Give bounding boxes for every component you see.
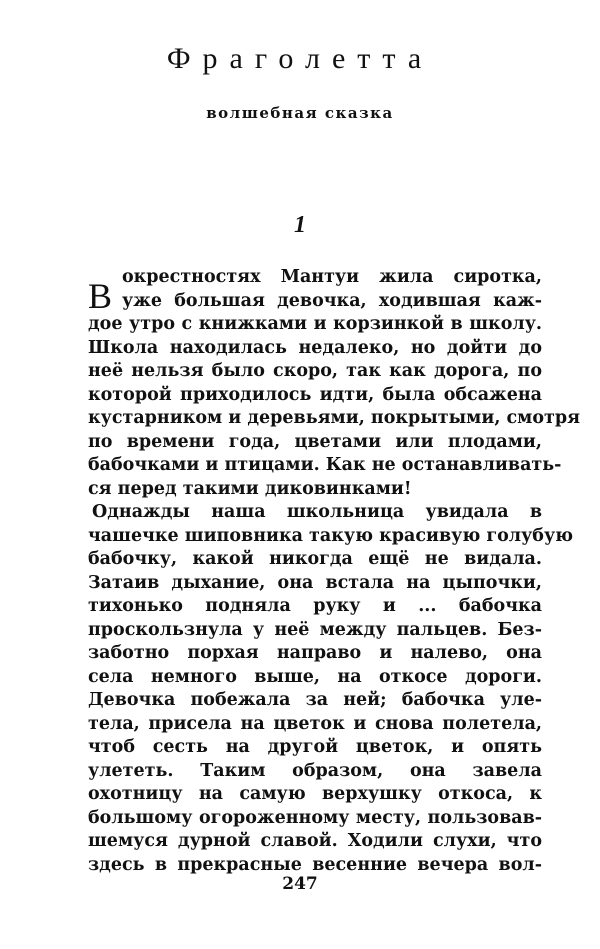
- text-line: большому огороженному месту, пользовав-: [88, 807, 542, 828]
- text-line: бабочку, какой никогда ещё не видала.: [88, 549, 542, 569]
- text-line: по времени года, цветами или плодами,: [88, 431, 542, 452]
- story-subtitle: волшебная сказка: [206, 104, 394, 122]
- paragraph-2: [88, 501, 574, 877]
- text-line: чтоб сесть на другой цветок, и опять: [88, 737, 542, 757]
- page-number: 247: [282, 874, 318, 894]
- drop-cap: В: [88, 276, 113, 316]
- text-line: улететь. Таким образом, она завела: [88, 760, 542, 781]
- text-line: заботно порхая направо и налево, она: [88, 643, 542, 663]
- text-line: тела, присела на цветок и снова полетела,: [88, 713, 542, 734]
- text-line: села немного выше, на откосе дороги.: [88, 666, 542, 687]
- story-title: Фраголетта: [166, 42, 434, 75]
- text-line: дое утро с книжками и корзинкой в школу.: [88, 314, 542, 334]
- text-line: ся перед такими диковинками!: [88, 478, 412, 499]
- text-line: здесь в прекрасные весенние вечера вол-: [88, 854, 542, 875]
- text-line: неё нельзя было скоро, так как дорога, по: [88, 361, 542, 381]
- text-line: окрестностях Мантуи жила сиротка,: [122, 267, 542, 287]
- text-line: бабочками и птицами. Как не останавливать-: [88, 455, 562, 475]
- chapter-number: 1: [294, 212, 306, 238]
- text-line: Однажды наша школьница увидала в: [92, 502, 542, 522]
- paragraph-1: [88, 266, 581, 501]
- text-line: чашечке шиповника такую красивую голубую: [88, 525, 574, 546]
- text-line: уже большая девочка, ходившая каж-: [122, 290, 542, 311]
- text-body: [88, 266, 581, 877]
- text-line: шемуся дурной славой. Ходили слухи, что: [88, 831, 542, 851]
- text-line: кустарником и деревьями, покрытыми, смотря: [88, 408, 581, 428]
- text-line: Школа находилась недалеко, но дойти до: [88, 337, 542, 358]
- text-line: охотницу на самую верхушку откоса, к: [88, 784, 542, 804]
- text-line: проскользнула у неё между пальцев. Без-: [88, 619, 542, 640]
- text-line: Девочка побежала за ней; бабочка уле-: [88, 690, 542, 710]
- text-line: Затаив дыхание, она встала на цыпочки,: [88, 572, 542, 593]
- text-line: тихонько подняла руку и ... бабочка: [88, 596, 542, 616]
- text-line: которой приходилось идти, была обсажена: [88, 384, 542, 405]
